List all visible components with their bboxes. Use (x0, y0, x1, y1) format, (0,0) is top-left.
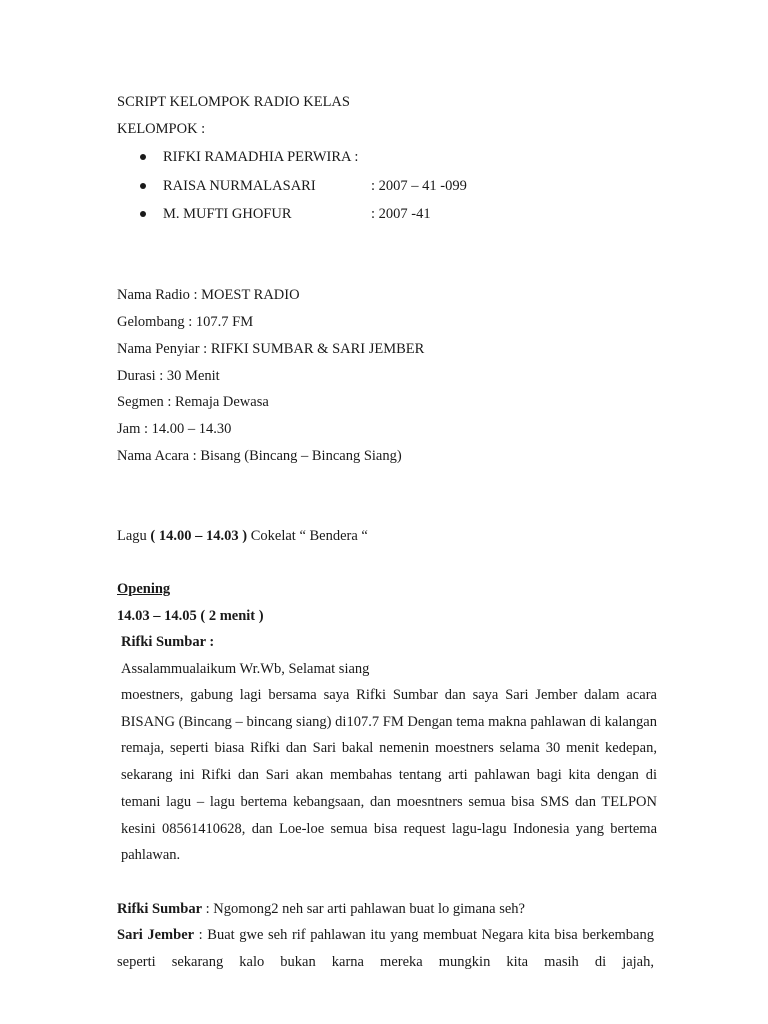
info-radio-name: Nama Radio : MOEST RADIO (117, 287, 300, 303)
member-id: : 2007 – 41 -099 (371, 178, 467, 194)
dialogue-text: : Ngomong2 neh sar arti pahlawan buat lo gimana seh? (202, 901, 525, 917)
speaker-name: Rifki Sumbar (117, 901, 203, 917)
member-name: RAISA NURMALASARI (163, 178, 316, 194)
bullet-icon (140, 183, 146, 189)
info-program-name: Nama Acara : Bisang (Bincang – Bincang Siang) (117, 448, 402, 464)
speaker-label: Rifki Sumbar : (121, 634, 215, 650)
info-hosts: Nama Penyiar : RIFKI SUMBAR & SARI JEMBER (117, 341, 425, 357)
info-duration: Durasi : 30 Menit (117, 368, 220, 384)
song-title: Cokelat “ Bendera “ (247, 528, 368, 544)
bullet-icon (140, 154, 146, 160)
speaker-name: Sari Jember (117, 927, 195, 943)
greeting-line: Assalammualaikum Wr.Wb, Selamat siang (121, 661, 370, 677)
member-name: M. MUFTI GHOFUR (163, 206, 292, 222)
document-title: SCRIPT KELOMPOK RADIO KELAS (117, 94, 350, 110)
info-frequency: Gelombang : 107.7 FM (117, 314, 254, 330)
section-time: 14.03 – 14.05 ( 2 menit ) (117, 608, 264, 624)
dialogue-text: : Buat gwe seh rif pahlawan itu yang membuat Negara kita bisa berkembang seperti sekarang kalo bukan karna mereka mungkin kita masih di jajah, (117, 927, 654, 970)
song-line (117, 526, 368, 546)
info-time: Jam : 14.00 – 14.30 (117, 421, 232, 437)
bullet-icon (140, 211, 146, 217)
opening-paragraph: moestners, gabung lagi bersama saya Rifki Sumbar dan saya Sari Jember dalam acara BISANG (Bincang – bincang siang) di107.7 FM Dengan tema makna pahlawan di kalangan remaja, seperti biasa Rifki dan Sari bakal nemenin moestners selama 30 menit kedepan, sekarang ini Rifki dan Sari akan membahas tentang arti pahlawan bagi kita dengan di temani lagu – lagu bertema kebangsaan, dan moesntners semua bisa SMS dan TELPON kesini 08561410628, dan Loe-loe semua bisa request lagu-lagu Indonesia yang bertema pahlawan. (121, 687, 657, 864)
info-segment: Segmen : Remaja Dewasa (117, 394, 269, 410)
member-id: : 2007 -41 (371, 206, 431, 222)
group-label: KELOMPOK : (117, 121, 206, 137)
song-time: ( 14.00 – 14.03 ) (150, 528, 248, 544)
song-prefix: Lagu (117, 528, 151, 544)
dialogue-line (117, 922, 654, 975)
section-heading: Opening (117, 581, 171, 597)
dialogue-line (117, 899, 525, 919)
member-name: RIFKI RAMADHIA PERWIRA : (163, 149, 359, 165)
